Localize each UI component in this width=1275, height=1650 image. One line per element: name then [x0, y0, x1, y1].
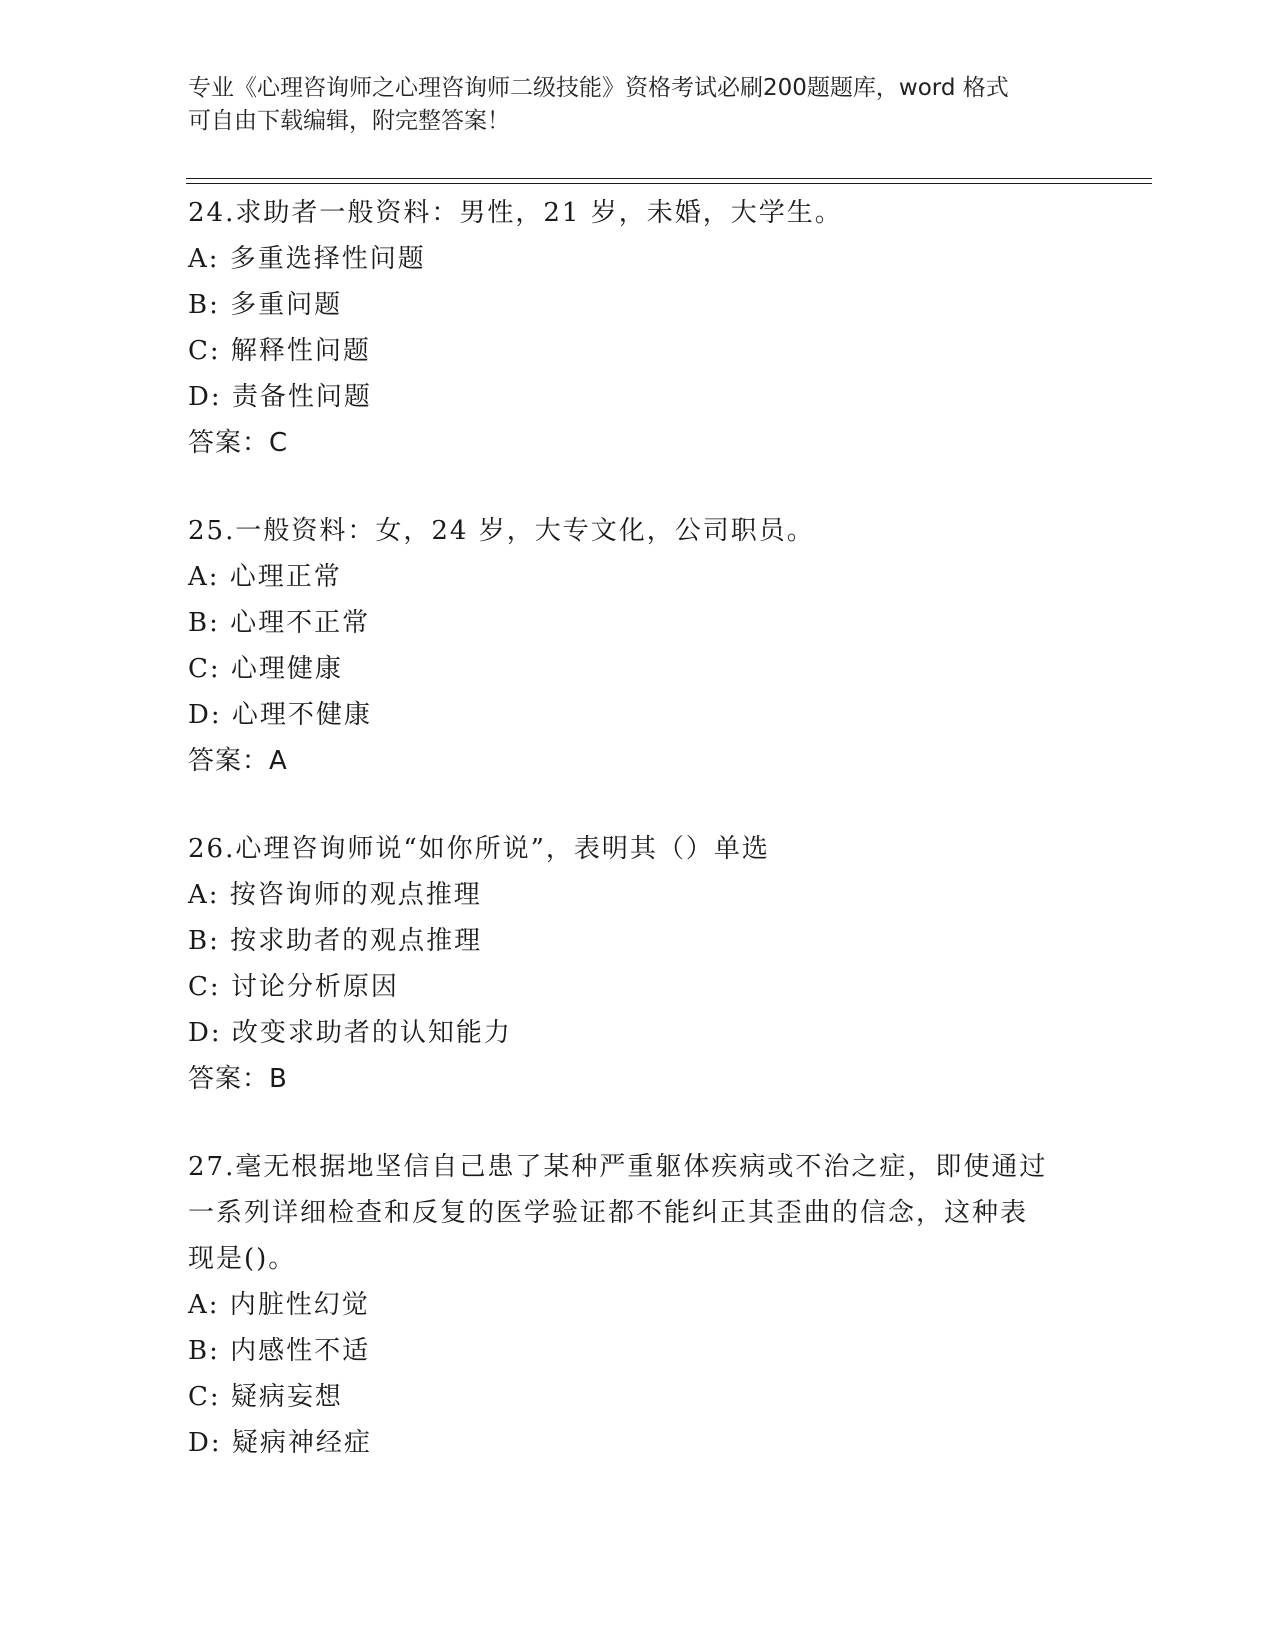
answer-line: 答案：B: [188, 1064, 288, 1094]
option-a: A: 内脏性幻觉: [188, 1290, 370, 1320]
header-line-2: 可自由下载编辑，附完整答案！: [188, 108, 510, 134]
option-a: A: 心理正常: [188, 562, 342, 592]
question-list: [188, 190, 1088, 1466]
question-24: [188, 190, 1088, 466]
question-25: [188, 508, 1088, 784]
option-c: C: 心理健康: [188, 654, 343, 684]
option-b: B: 心理不正常: [188, 608, 371, 638]
option-d: D: 心理不健康: [188, 700, 372, 730]
question-stem-line-3: 现是()。: [188, 1244, 297, 1274]
header-line-1: 专业《心理咨询师之心理咨询师二级技能》资格考试必刷200题题库，word 格式: [188, 75, 1009, 101]
question-stem-line-1: 27.毫无根据地坚信自己患了某种严重躯体疾病或不治之症，即使通过: [188, 1152, 1048, 1182]
option-a: A: 按咨询师的观点推理: [188, 880, 482, 910]
question-27: [188, 1144, 1088, 1466]
option-c: C: 疑病妄想: [188, 1382, 343, 1412]
option-b: B: 按求助者的观点推理: [188, 926, 483, 956]
option-d: D: 责备性问题: [188, 382, 372, 412]
document-header: [188, 72, 1088, 138]
question-stem: 24.求助者一般资料：男性，21 岁，未婚，大学生。: [188, 198, 843, 228]
question-stem-line-2: 一系列详细检查和反复的医学验证都不能纠正其歪曲的信念，这种表: [188, 1198, 1029, 1228]
option-b: B: 多重问题: [188, 290, 343, 320]
option-d: D: 疑病神经症: [188, 1428, 372, 1458]
option-c: C: 讨论分析原因: [188, 972, 399, 1002]
header-divider-bottom: [186, 183, 1152, 184]
option-d: D: 改变求助者的认知能力: [188, 1018, 512, 1048]
question-stem: 25.一般资料：女，24 岁，大专文化，公司职员。: [188, 516, 815, 546]
answer-line: 答案：A: [188, 746, 288, 776]
option-a: A: 多重选择性问题: [188, 244, 426, 274]
question-26: [188, 826, 1088, 1102]
option-c: C: 解释性问题: [188, 336, 371, 366]
option-b: B: 内感性不适: [188, 1336, 371, 1366]
answer-line: 答案：C: [188, 428, 289, 458]
header-divider-top: [186, 178, 1152, 179]
question-stem: 26.心理咨询师说“如你所说”，表明其（）单选: [188, 834, 770, 864]
